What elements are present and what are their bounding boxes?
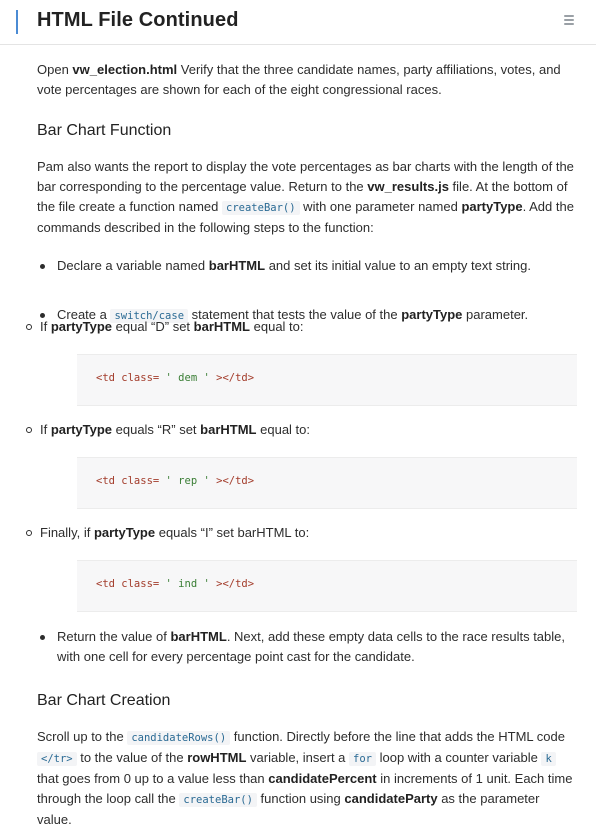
bar-chart-function-paragraph (37, 157, 577, 238)
sub-steps-list (40, 317, 540, 337)
text: If (40, 319, 51, 334)
list-item (40, 317, 540, 337)
text: . Add the commands described in the following steps to the function: (37, 199, 574, 235)
code-line (96, 475, 254, 487)
text: equals “I” set barHTML to: (155, 525, 310, 540)
code-block-dem (77, 354, 577, 406)
text: Declare a variable named (57, 258, 209, 273)
text: Create a (57, 307, 111, 322)
intro-filename: vw_election.html (72, 62, 178, 77)
inline-code: createBar() (179, 793, 257, 807)
inline-code: switch/case (110, 309, 188, 323)
text: Return the value of (57, 629, 171, 644)
inline-code: candidateRows() (127, 731, 230, 745)
param-name: partyType (461, 199, 523, 214)
code-token: ></td> (216, 475, 255, 487)
param-name: partyType (50, 319, 113, 334)
header-accent-bar (16, 10, 18, 34)
text: variable, insert a (246, 750, 350, 765)
list-item (37, 627, 577, 667)
text: Pam also wants the report to display the vote percentages as bar charts with the length of the bar corresponding to the percentage value. Return to the (37, 159, 574, 194)
var-name: barHTML (193, 319, 251, 334)
text: with one parameter named (299, 199, 462, 214)
code-token: <td class= (96, 578, 160, 590)
code-block-ind (77, 560, 577, 612)
text: to the value of the (76, 750, 188, 765)
hamburger-icon[interactable] (564, 15, 574, 25)
heading-bar-chart-creation: Bar Chart Creation (37, 692, 171, 709)
steps-list (37, 256, 577, 322)
text: function. Directly before the line that adds the HTML code (230, 729, 565, 744)
text: equal to: (256, 422, 311, 437)
intro-paragraph (37, 60, 567, 100)
code-token: ></td> (216, 372, 255, 384)
text: file. At the bottom of the file create a function named (37, 179, 568, 214)
text: equal “D” set (112, 319, 194, 334)
steps-list-continued (37, 627, 577, 667)
text: as the parameter value. (37, 791, 540, 827)
text: equal to: (250, 319, 304, 334)
text: parameter. (462, 307, 529, 322)
list-item (40, 523, 540, 543)
code-token: <td class= (96, 372, 160, 384)
text: loop with a counter variable (375, 750, 542, 765)
var-name: barHTML (200, 422, 257, 437)
code-token: ></td> (216, 578, 255, 590)
list-item (37, 256, 577, 276)
sub-steps-list (40, 420, 540, 440)
text: Scroll up to the (37, 729, 128, 744)
code-token: ' rep ' (159, 475, 217, 487)
var-name: barHTML (208, 258, 266, 273)
text: and set its initial value to an empty text string. (265, 258, 532, 273)
var-name: barHTML (170, 629, 227, 644)
intro-text-a: Open (37, 62, 73, 77)
sub-steps-list (40, 523, 540, 543)
filename: vw_results.js (367, 179, 449, 194)
bar-chart-creation-paragraph (37, 727, 577, 830)
intro-text-b: Verify that the three candidate names, party affiliations, votes, and vote percentages are shown for each of the eight congressional races. (37, 62, 561, 97)
list-item (40, 420, 540, 440)
text: statement that tests the value of the (188, 307, 402, 322)
text: that goes from 0 up to a value less than (37, 771, 269, 786)
text: Finally, if (40, 525, 94, 540)
var-name: candidatePercent (268, 771, 377, 786)
text: If (40, 422, 51, 437)
var-name: candidateParty (344, 791, 438, 806)
code-line (96, 372, 254, 384)
text: function using (256, 791, 345, 806)
code-token: ' dem ' (159, 372, 217, 384)
inline-code: for (349, 752, 376, 766)
text: in increments of 1 unit. Each time through the loop call the (37, 771, 573, 806)
param-name: partyType (50, 422, 113, 437)
param-name: partyType (93, 525, 156, 540)
inline-code: k (541, 752, 555, 766)
text: equals “R” set (112, 422, 201, 437)
page-title: HTML File Continued (37, 9, 239, 31)
var-name: rowHTML (187, 750, 247, 765)
text: . Next, add these empty data cells to the race results table, with one cell for every percentage point cast for the candidate. (57, 629, 565, 664)
heading-bar-chart-function: Bar Chart Function (37, 122, 172, 139)
code-line (96, 578, 254, 590)
section-header (0, 0, 596, 45)
inline-code: createBar() (222, 201, 300, 215)
code-token: <td class= (96, 475, 160, 487)
param-name: partyType (401, 307, 463, 322)
code-block-rep (77, 457, 577, 509)
code-token: ' ind ' (159, 578, 217, 590)
inline-code: </tr> (37, 752, 77, 766)
